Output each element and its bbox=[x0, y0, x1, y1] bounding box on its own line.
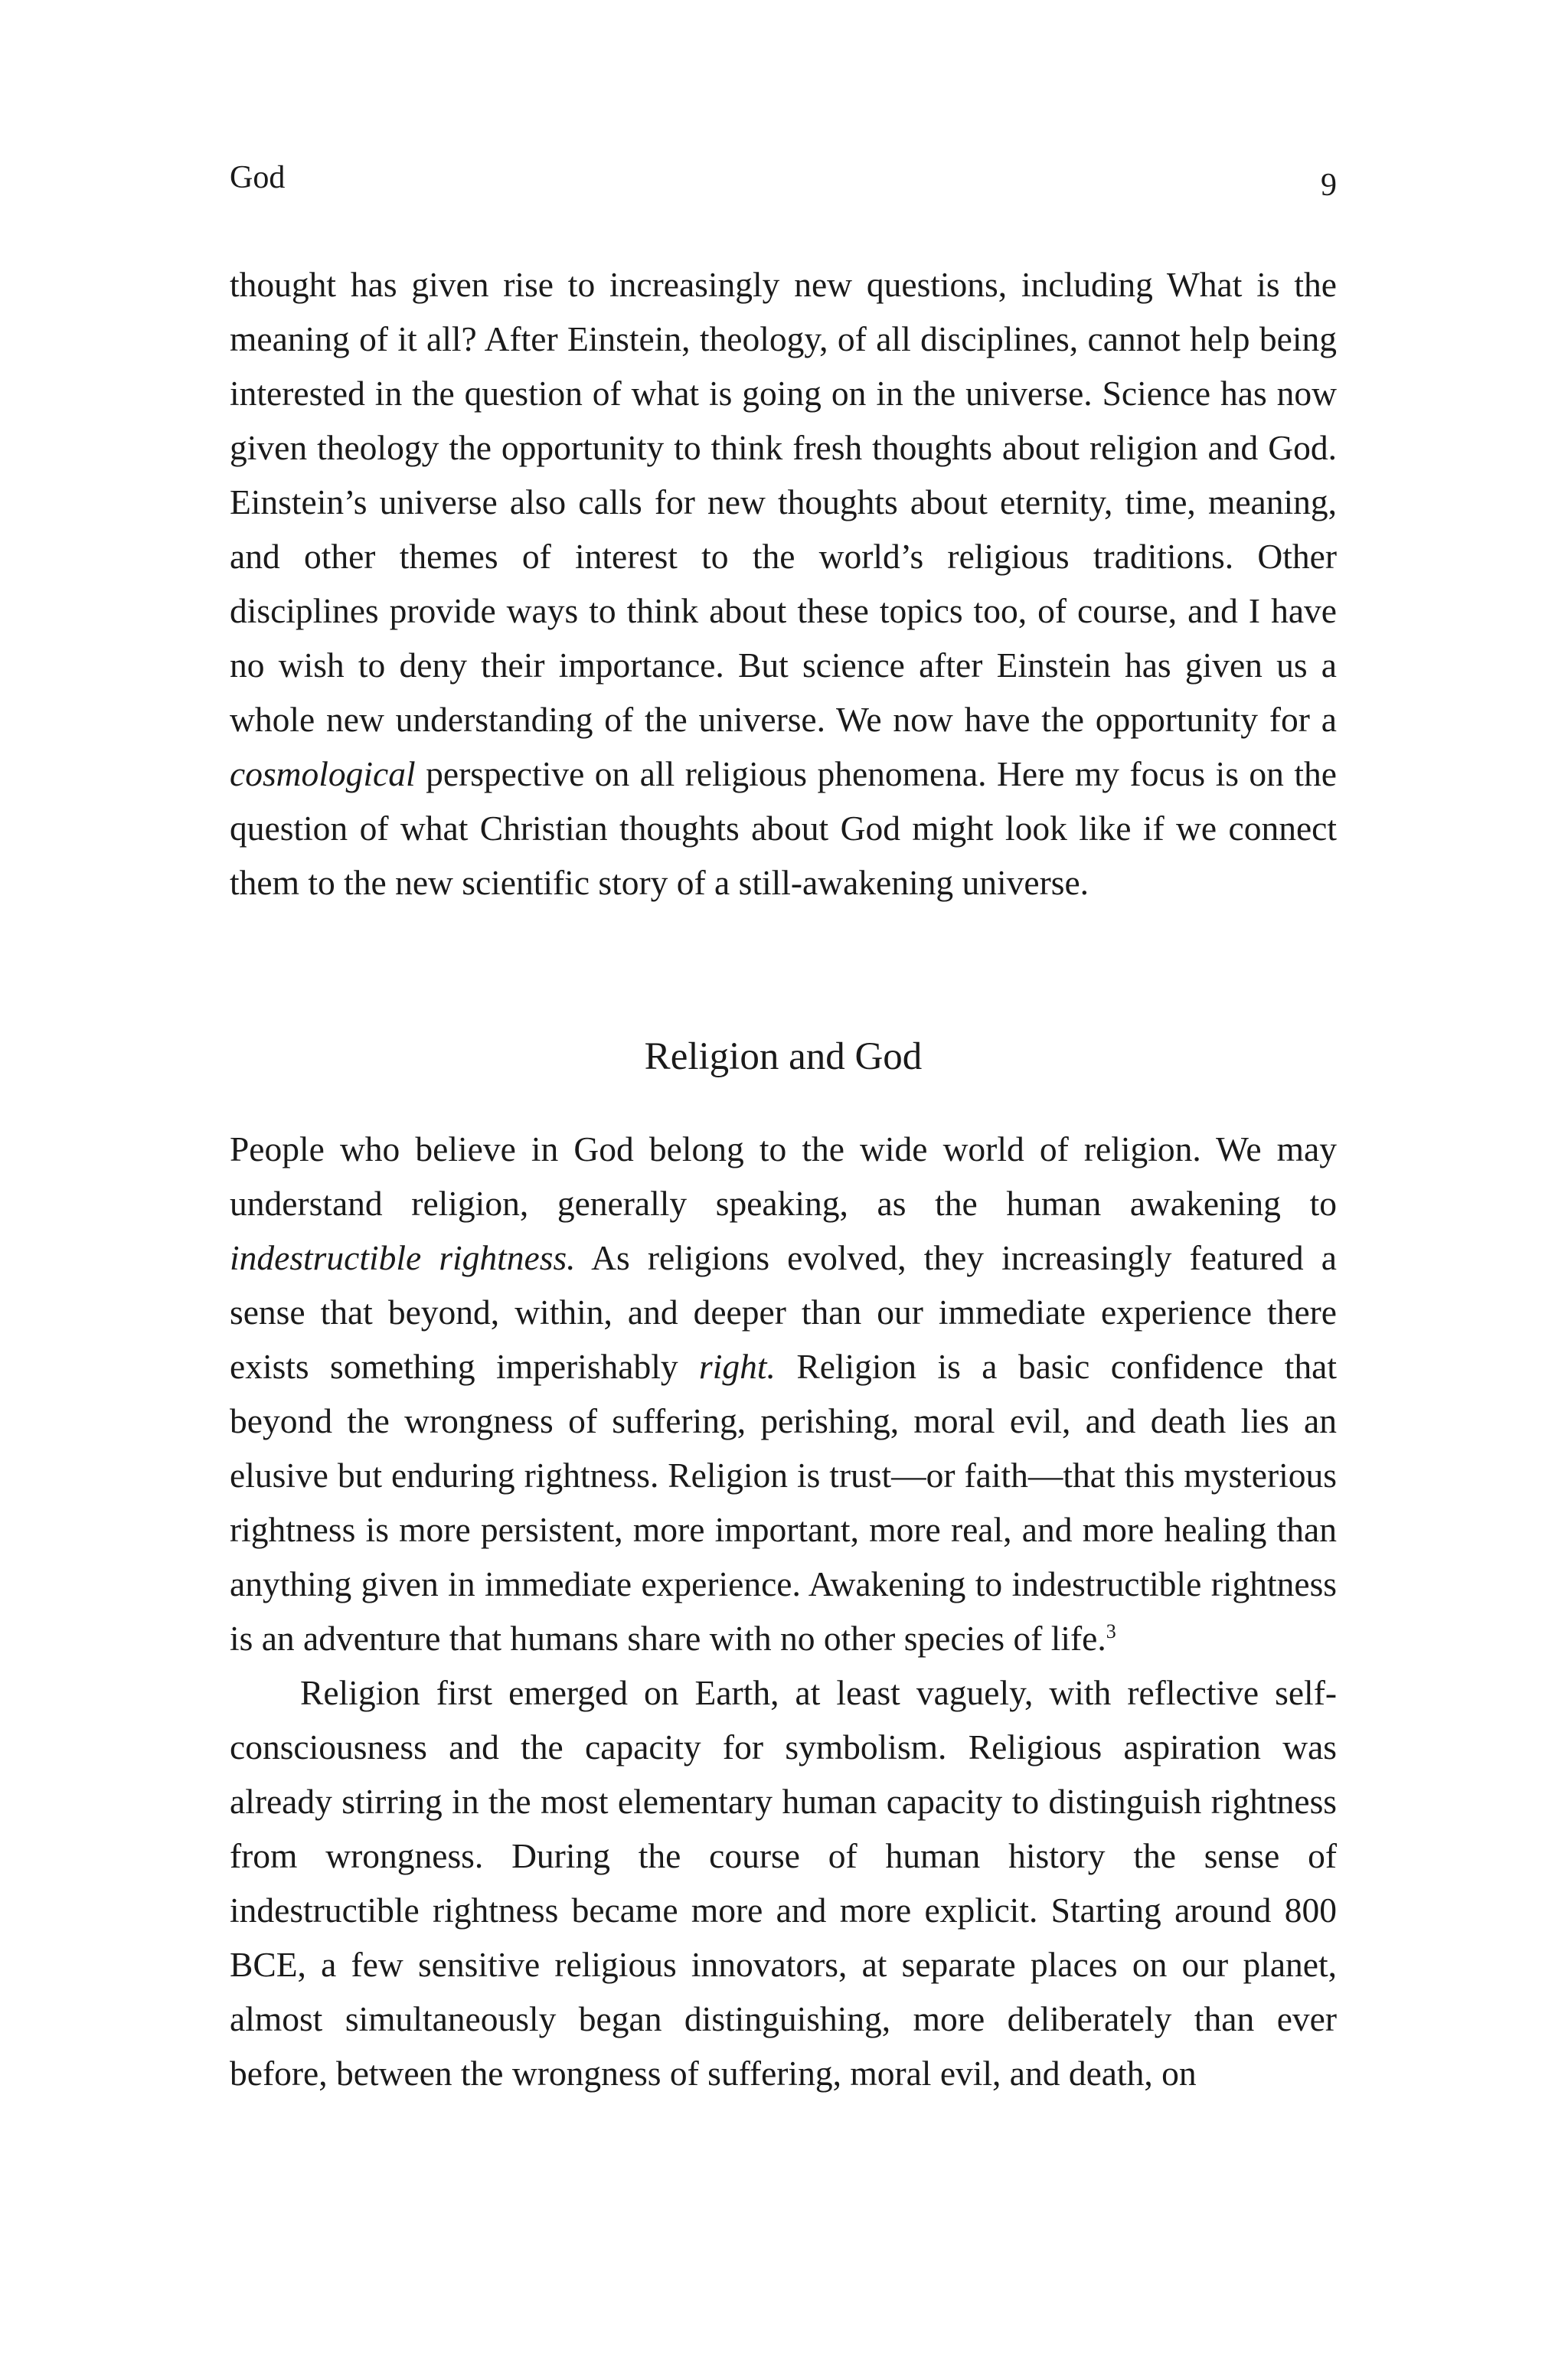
section-paragraph-2 bbox=[230, 1665, 1337, 2100]
text-run: thought has given rise to increasingly new questions, including What is the meaning of it all? After Einstein, theology, of all disciplines, cannot help being interested in the question of what is going on in the universe. Science has now given theology the opportunity to think fresh thoughts about religion and God. Einstein’s universe also calls for new thoughts about eternity, time, meaning, and other themes of interest to the world’s religious traditions. Other disciplines provide ways to think about these topics too, of course, and I have no wish to deny their importance. But science after Einstein has given us a whole new understanding of the universe. We now have the opportunity for a bbox=[230, 265, 1337, 739]
italic-text: indestructible rightness. bbox=[230, 1238, 576, 1277]
page-number: 9 bbox=[1321, 168, 1337, 203]
italic-text: right. bbox=[699, 1347, 776, 1386]
running-title: God bbox=[230, 160, 286, 195]
text-run: perspective on all religious phenomena. Here my focus is on the question of what Christian thoughts about God might look like if we connect them to the new scientific story of a still-awakening universe. bbox=[230, 754, 1337, 902]
intro-text-block bbox=[230, 257, 1337, 910]
running-head bbox=[230, 159, 1337, 205]
intro-paragraph bbox=[230, 257, 1337, 910]
section-text-block bbox=[230, 1122, 1337, 2100]
section-heading: Religion and God bbox=[644, 1035, 923, 1078]
section-paragraph-1 bbox=[230, 1122, 1337, 1665]
text-run: People who believe in God belong to the wide world of religion. We may understand religion, generally speaking, as the human awakening to bbox=[230, 1129, 1337, 1223]
footnote-marker: 3 bbox=[1106, 1619, 1116, 1642]
book-page bbox=[230, 0, 1337, 2363]
text-run: Religion is a basic confidence that beyond the wrongness of suffering, perishing, moral evil, and death lies an elusive but enduring rightness. Religion is trust—or faith—that this mysterious rightness is more persistent, more important, more real, and more healing than anything given in immediate experience. Awakening to indestructible rightness is an adventure that humans share with no other species of life. bbox=[230, 1347, 1337, 1658]
text-run: As religions evolved, they increasingly featured a sense that beyond, within, and deeper than our immediate experience there exists something imperishably bbox=[230, 1238, 1337, 1386]
italic-text: cosmological bbox=[230, 754, 416, 793]
text-run: Religion first emerged on Earth, at least vaguely, with reflective self-consciousness and the capacity for symbolism. Religious aspiration was already stirring in the most elementary human capacity to distinguish rightness from wrongness. During the course of human history the sense of indestructible rightness became more and more explicit. Starting around 800 BCE, a few sensitive religious innovators, at separate places on our planet, almost simultaneously began distinguishing, more deliberately than ever before, between the wrongness of suffering, moral evil, and death, on bbox=[230, 1673, 1337, 2093]
